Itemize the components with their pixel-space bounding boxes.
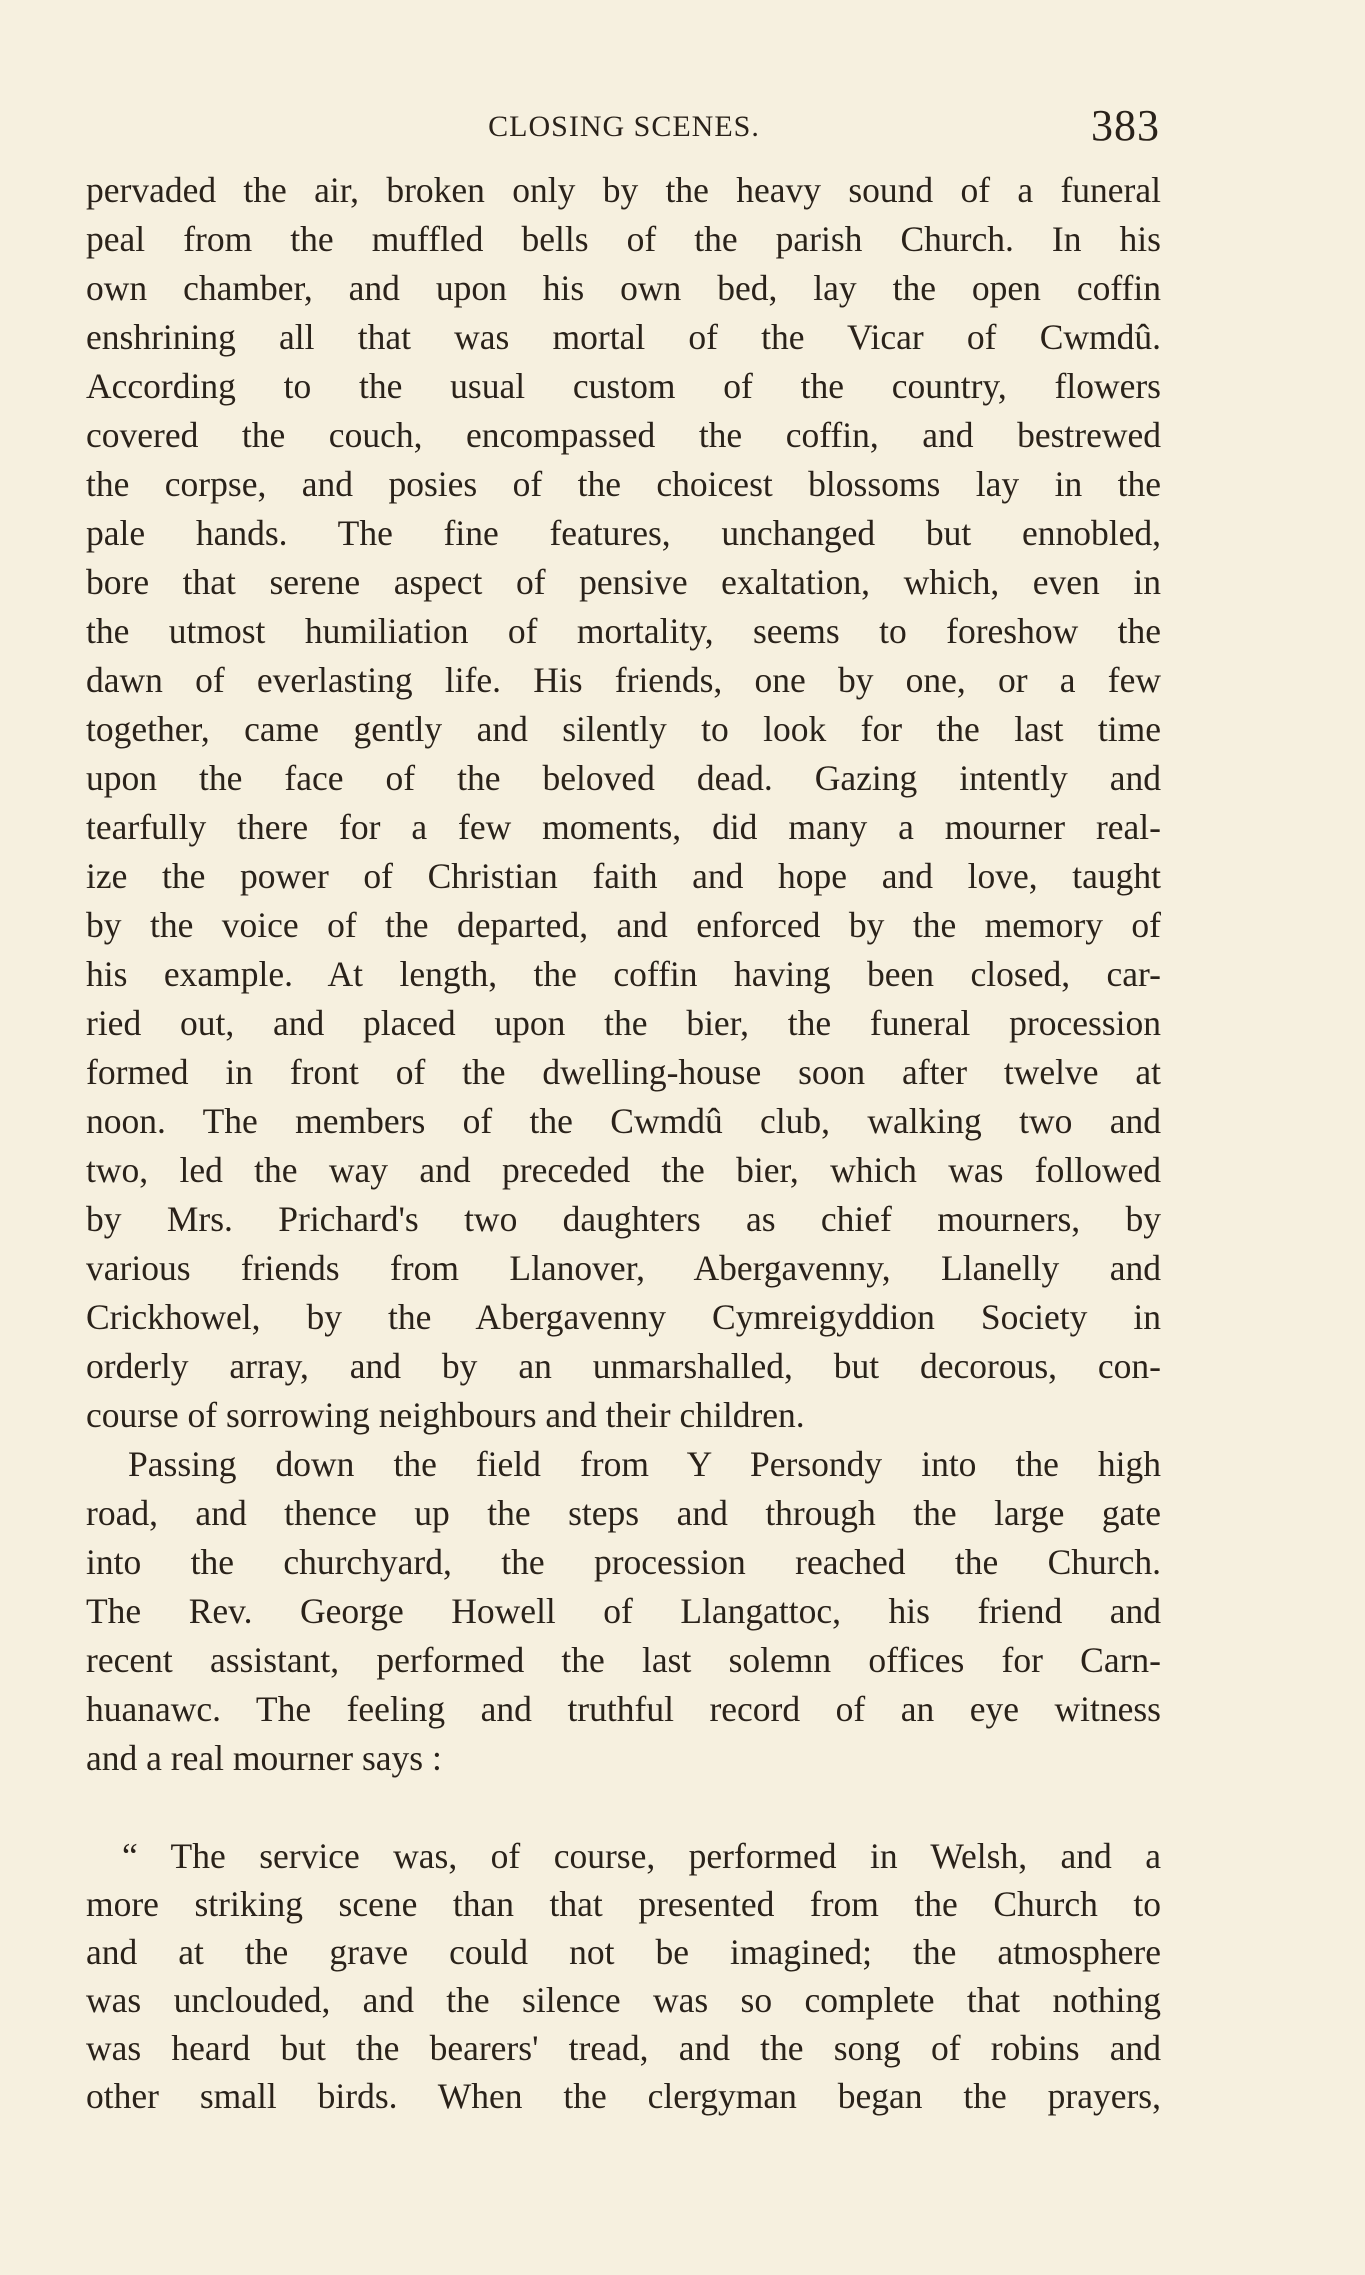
text-line: upon the face of the beloved dead. Gazing intently and <box>86 758 1161 798</box>
page-number: 383 <box>1091 101 1160 150</box>
text-line: the utmost humiliation of mortality, seems to foreshow the <box>86 611 1161 651</box>
text-line: his example. At length, the coffin having been closed, car- <box>86 954 1161 994</box>
text-line: and a real mourner says : <box>86 1738 442 1778</box>
quote-line: was heard but the bearers' tread, and the song of robins and <box>86 2028 1161 2068</box>
text-line: recent assistant, performed the last solemn offices for Carn- <box>86 1640 1161 1680</box>
quote-line: and at the grave could not be imagined; the atmosphere <box>86 1932 1161 1972</box>
text-line: road, and thence up the steps and through the large gate <box>86 1493 1161 1533</box>
text-line: noon. The members of the Cwmdû club, walking two and <box>86 1101 1161 1141</box>
text-line: bore that serene aspect of pensive exaltation, which, even in <box>86 562 1161 602</box>
text-line: covered the couch, encompassed the coffin, and bestrewed <box>86 415 1161 455</box>
text-line: pale hands. The fine features, unchanged but ennobled, <box>86 513 1161 553</box>
text-line: course of sorrowing neighbours and their children. <box>86 1395 805 1435</box>
quote-line: more striking scene than that presented from the Church to <box>86 1884 1161 1924</box>
text-line: huanawc. The feeling and truthful record of an eye witness <box>86 1689 1161 1729</box>
text-line: various friends from Llanover, Abergavenny, Llanelly and <box>86 1248 1161 1288</box>
text-line: peal from the muffled bells of the parish Church. In his <box>86 219 1161 259</box>
text-line: together, came gently and silently to look for the last time <box>86 709 1161 749</box>
text-line: The Rev. George Howell of Llangattoc, his friend and <box>86 1591 1161 1631</box>
text-line: the corpse, and posies of the choicest blossoms lay in the <box>86 464 1161 504</box>
text-line: by the voice of the departed, and enforced by the memory of <box>86 905 1161 945</box>
text-line: pervaded the air, broken only by the heavy sound of a funeral <box>86 170 1161 210</box>
text-line: by Mrs. Prichard's two daughters as chief mourners, by <box>86 1199 1161 1239</box>
text-line: According to the usual custom of the country, flowers <box>86 366 1161 406</box>
text-line: formed in front of the dwelling-house soon after twelve at <box>86 1052 1161 1092</box>
running-title: CLOSING SCENES. <box>488 110 760 143</box>
block-quote <box>86 1832 1161 2120</box>
quote-line: other small birds. When the clergyman began the prayers, <box>86 2076 1161 2116</box>
quote-line: “ The service was, of course, performed in Welsh, and a <box>122 1836 1161 1876</box>
text-line: enshrining all that was mortal of the Vicar of Cwmdû. <box>86 317 1161 357</box>
body-text <box>86 166 1161 1783</box>
text-line: dawn of everlasting life. His friends, one by one, or a few <box>86 660 1161 700</box>
text-line: ize the power of Christian faith and hope and love, taught <box>86 856 1161 896</box>
text-line: own chamber, and upon his own bed, lay the open coffin <box>86 268 1161 308</box>
text-line: ried out, and placed upon the bier, the funeral procession <box>86 1003 1161 1043</box>
paragraph-start-line: Passing down the field from Y Persondy into the high <box>128 1444 1161 1484</box>
text-line: tearfully there for a few moments, did many a mourner real- <box>86 807 1161 847</box>
quote-line: was unclouded, and the silence was so complete that nothing <box>86 1980 1161 2020</box>
text-line: two, led the way and preceded the bier, which was followed <box>86 1150 1161 1190</box>
text-line: Crickhowel, by the Abergavenny Cymreigyddion Society in <box>86 1297 1161 1337</box>
text-line: into the churchyard, the procession reached the Church. <box>86 1542 1161 1582</box>
running-head <box>88 100 1160 160</box>
text-line: orderly array, and by an unmarshalled, but decorous, con- <box>86 1346 1161 1386</box>
